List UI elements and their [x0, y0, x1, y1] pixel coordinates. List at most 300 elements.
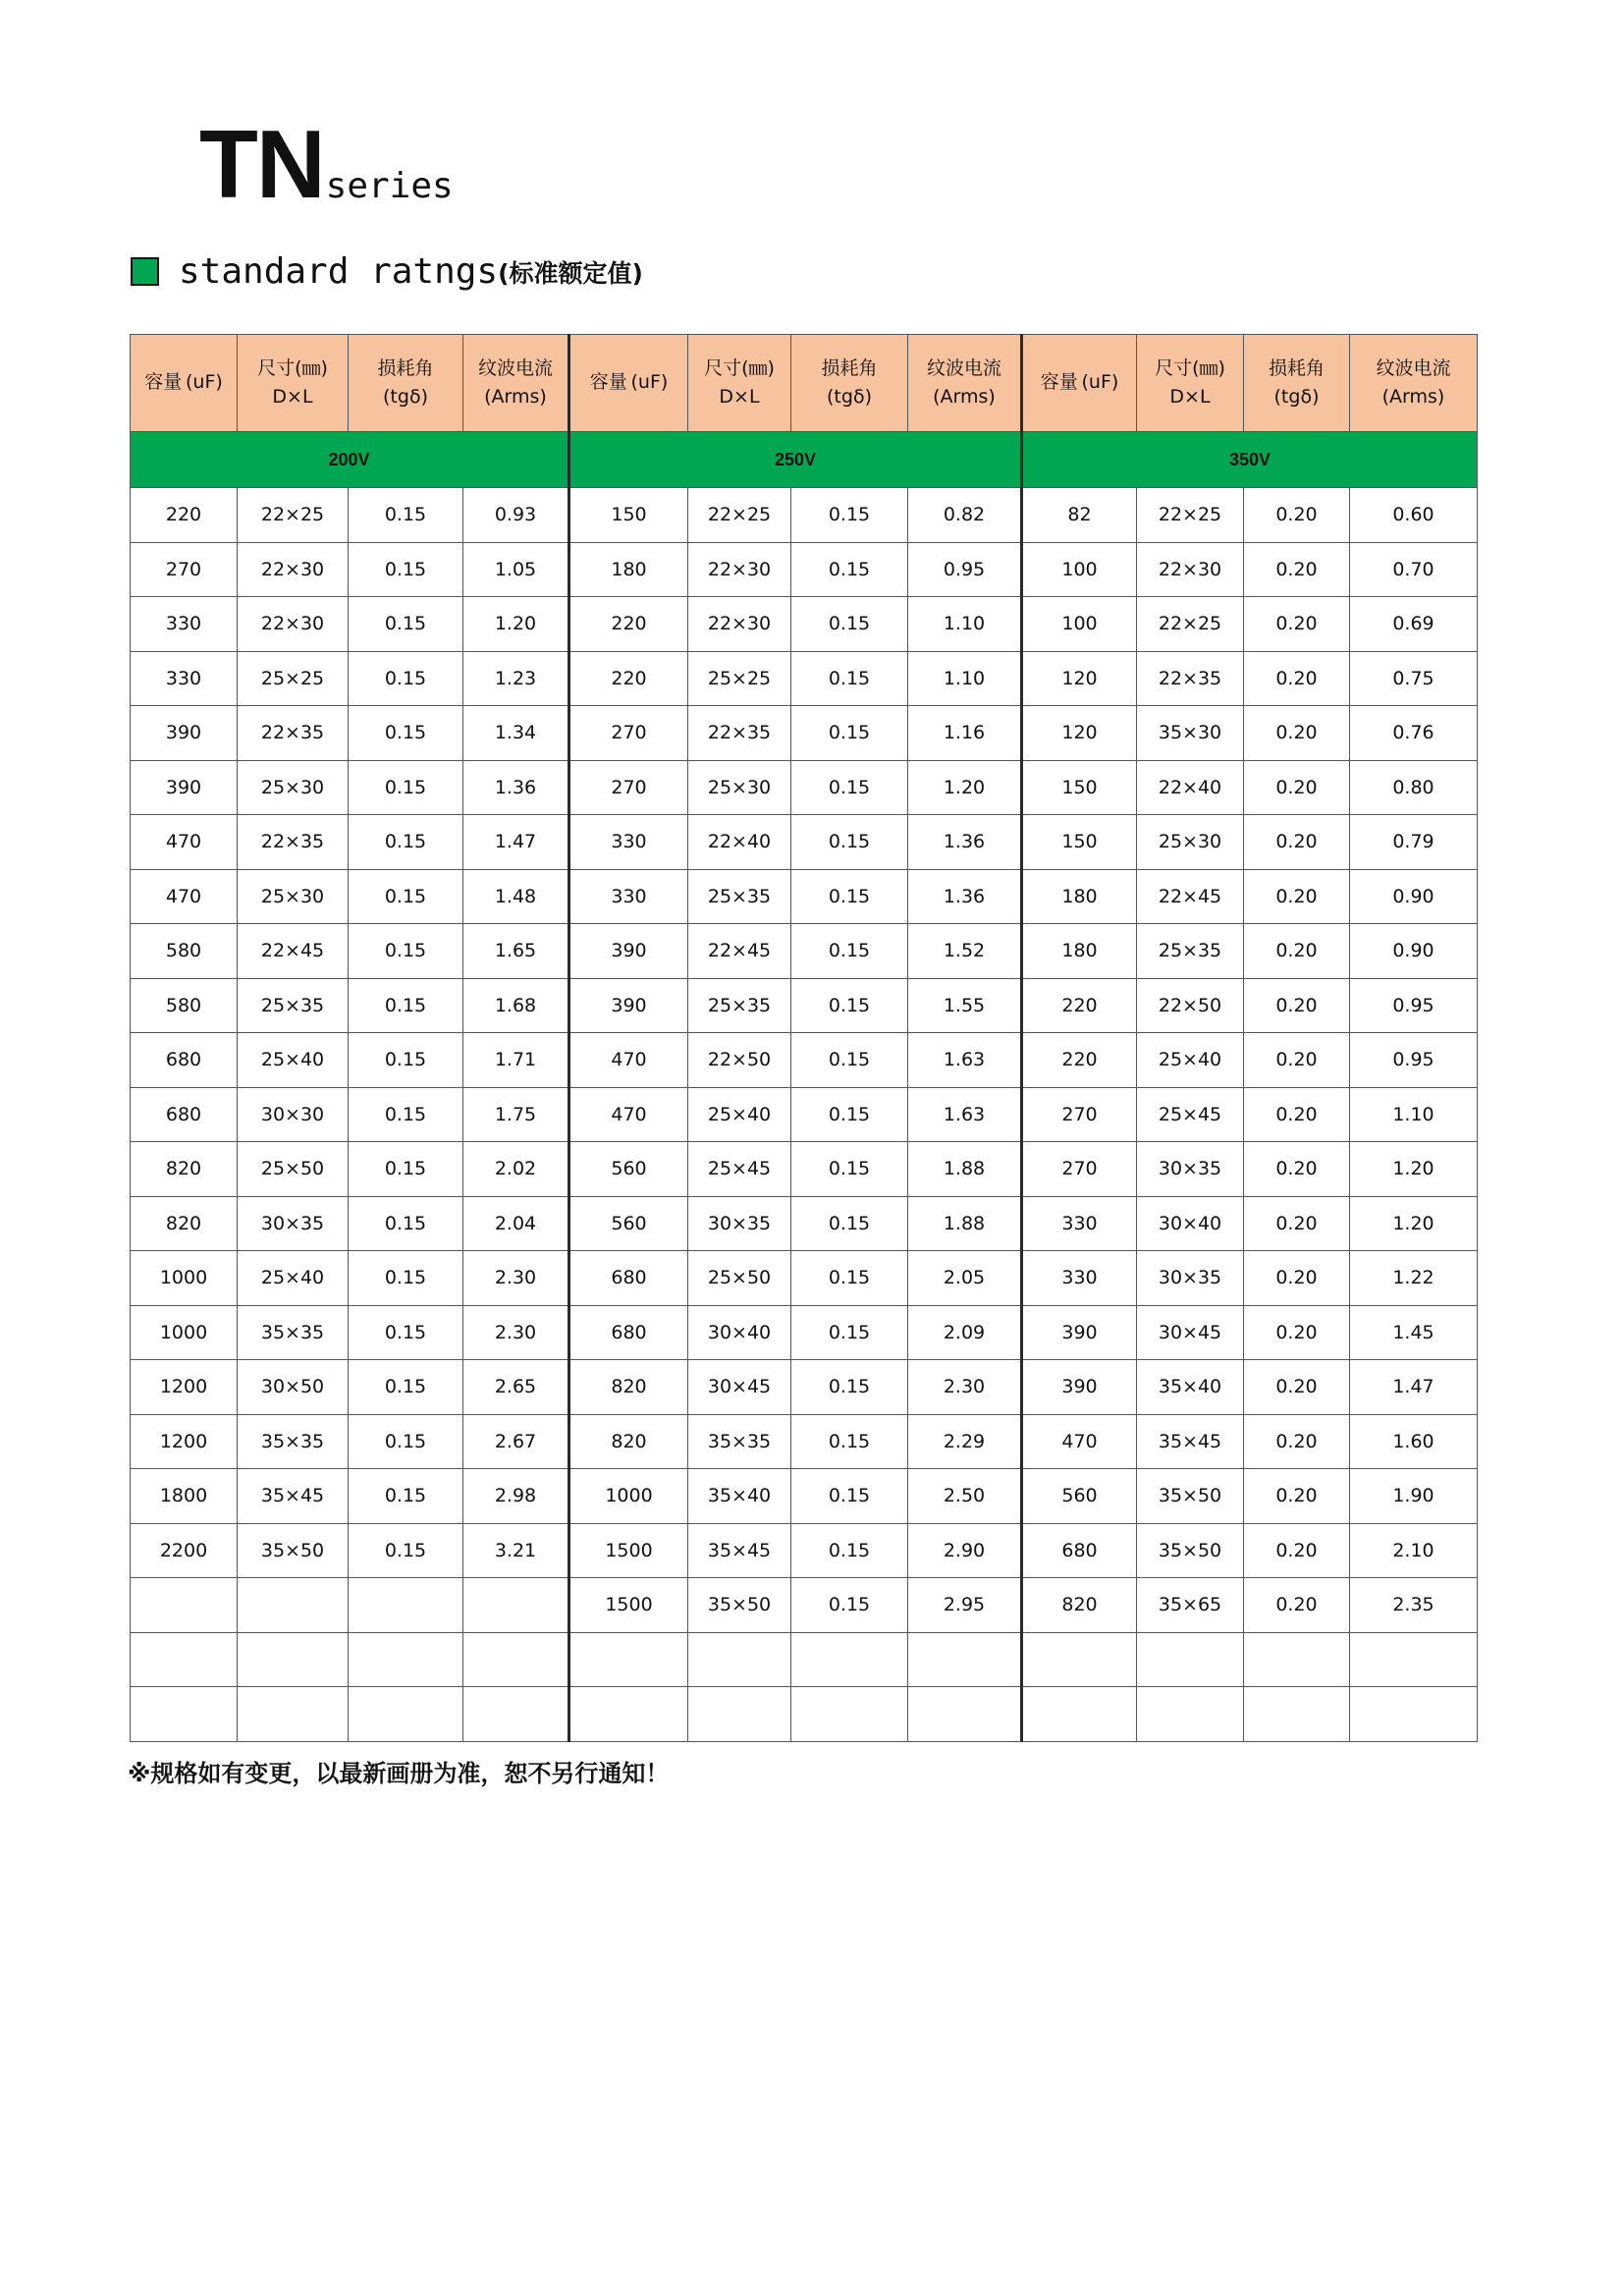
table-cell: 2.30 [463, 1251, 569, 1306]
table-cell: 120 [1022, 651, 1137, 706]
table-cell: 2.67 [463, 1414, 569, 1469]
table-row [131, 1632, 1478, 1687]
table-cell [131, 1578, 238, 1633]
table-row [131, 1469, 1478, 1524]
table-cell: 25×35 [688, 869, 791, 924]
table-cell: 0.15 [349, 1414, 463, 1469]
table-cell: 0.15 [349, 1196, 463, 1251]
table-cell: 270 [569, 760, 688, 815]
section-heading [131, 251, 643, 292]
table-cell: 2.04 [463, 1196, 569, 1251]
table-cell: 1500 [569, 1523, 688, 1578]
table-cell: 0.15 [349, 978, 463, 1033]
table-cell [791, 1632, 908, 1687]
table-cell: 25×30 [238, 869, 349, 924]
table-cell: 35×35 [238, 1305, 349, 1360]
table-cell: 390 [1022, 1305, 1137, 1360]
header-ripple: 纹波电流 (Arms) [908, 335, 1022, 432]
table-cell: 0.20 [1244, 488, 1350, 543]
table-cell: 0.15 [791, 978, 908, 1033]
table-cell: 0.15 [349, 924, 463, 979]
voltage-350v: 350V [1022, 432, 1478, 488]
table-cell: 1.75 [463, 1087, 569, 1142]
table-cell: 0.20 [1244, 978, 1350, 1033]
table-cell [1137, 1632, 1244, 1687]
table-cell: 0.15 [349, 706, 463, 761]
table-cell: 35×50 [238, 1523, 349, 1578]
table-cell: 330 [131, 651, 238, 706]
voltage-row [131, 432, 1478, 488]
series-name: TN [199, 110, 324, 218]
table-cell: 22×25 [238, 488, 349, 543]
table-cell: 35×65 [1137, 1578, 1244, 1633]
table-cell: 580 [131, 978, 238, 1033]
table-cell: 330 [1022, 1251, 1137, 1306]
table-cell: 0.75 [1350, 651, 1478, 706]
table-cell: 25×35 [688, 978, 791, 1033]
table-row [131, 1523, 1478, 1578]
table-cell: 0.15 [791, 651, 908, 706]
table-cell [238, 1687, 349, 1742]
table-cell: 470 [131, 815, 238, 870]
table-cell: 390 [569, 978, 688, 1033]
table-cell: 0.15 [791, 1469, 908, 1524]
table-cell: 0.15 [349, 815, 463, 870]
table-cell: 220 [1022, 978, 1137, 1033]
table-cell: 25×40 [1137, 1033, 1244, 1088]
table-cell: 25×30 [688, 760, 791, 815]
table-cell: 25×25 [238, 651, 349, 706]
table-cell: 1.16 [908, 706, 1022, 761]
table-cell: 560 [569, 1196, 688, 1251]
header-capacity: 容量 (uF) [569, 335, 688, 432]
table-cell: 0.20 [1244, 1087, 1350, 1142]
table-row [131, 760, 1478, 815]
table-cell: 25×50 [238, 1142, 349, 1197]
table-cell: 820 [569, 1360, 688, 1415]
table-cell: 0.20 [1244, 1578, 1350, 1633]
table-cell: 820 [569, 1414, 688, 1469]
table-cell: 25×35 [238, 978, 349, 1033]
table-cell: 0.20 [1244, 1469, 1350, 1524]
table-cell: 180 [1022, 924, 1137, 979]
table-cell: 30×30 [238, 1087, 349, 1142]
table-cell: 2.02 [463, 1142, 569, 1197]
table-cell: 0.15 [791, 1033, 908, 1088]
header-size: 尺寸(㎜) D×L [1137, 335, 1244, 432]
table-cell: 150 [1022, 760, 1137, 815]
table-row [131, 1251, 1478, 1306]
table-cell [131, 1632, 238, 1687]
table-cell: 2.35 [1350, 1578, 1478, 1633]
table-cell: 0.15 [791, 542, 908, 597]
table-cell: 0.20 [1244, 924, 1350, 979]
table-cell: 22×35 [238, 706, 349, 761]
table-cell: 2.95 [908, 1578, 1022, 1633]
table-cell: 30×35 [1137, 1251, 1244, 1306]
table-cell: 820 [1022, 1578, 1137, 1633]
table-cell: 0.15 [791, 1414, 908, 1469]
table-cell: 0.20 [1244, 706, 1350, 761]
table-cell [1244, 1687, 1350, 1742]
table-cell: 25×40 [238, 1251, 349, 1306]
table-cell: 270 [1022, 1142, 1137, 1197]
table-cell: 1500 [569, 1578, 688, 1633]
table-cell: 560 [1022, 1469, 1137, 1524]
table-cell: 1.23 [463, 651, 569, 706]
standard-ratings-table [130, 334, 1478, 1742]
table-cell: 0.20 [1244, 1142, 1350, 1197]
table-cell: 22×45 [238, 924, 349, 979]
table-cell: 0.15 [791, 597, 908, 652]
table-cell: 2200 [131, 1523, 238, 1578]
table-cell: 2.10 [1350, 1523, 1478, 1578]
table-row [131, 1578, 1478, 1633]
table-cell: 1.52 [908, 924, 1022, 979]
table-cell: 0.15 [791, 815, 908, 870]
header-capacity: 容量 (uF) [1022, 335, 1137, 432]
table-cell: 30×40 [688, 1305, 791, 1360]
header-capacity: 容量 (uF) [131, 335, 238, 432]
table-cell: 0.15 [349, 597, 463, 652]
table-cell: 0.15 [791, 1142, 908, 1197]
table-cell: 2.50 [908, 1469, 1022, 1524]
table-cell: 0.15 [791, 1578, 908, 1633]
table-cell: 2.65 [463, 1360, 569, 1415]
table-cell: 0.90 [1350, 869, 1478, 924]
table-cell: 22×25 [688, 488, 791, 543]
table-cell: 22×25 [1137, 597, 1244, 652]
table-cell: 22×35 [238, 815, 349, 870]
table-cell: 390 [131, 760, 238, 815]
table-cell: 1.65 [463, 924, 569, 979]
table-cell: 390 [131, 706, 238, 761]
table-cell [569, 1687, 688, 1742]
table-row [131, 815, 1478, 870]
table-cell: 680 [569, 1305, 688, 1360]
table-row [131, 1142, 1478, 1197]
table-cell: 35×45 [238, 1469, 349, 1524]
table-cell: 3.21 [463, 1523, 569, 1578]
table-cell: 1.90 [1350, 1469, 1478, 1524]
table-cell [1350, 1687, 1478, 1742]
table-cell: 1.63 [908, 1033, 1022, 1088]
table-cell: 35×45 [1137, 1414, 1244, 1469]
table-cell: 820 [131, 1142, 238, 1197]
table-cell: 0.93 [463, 488, 569, 543]
table-cell: 1200 [131, 1360, 238, 1415]
table-cell: 0.20 [1244, 1196, 1350, 1251]
table-cell: 0.15 [349, 1142, 463, 1197]
table-cell: 0.80 [1350, 760, 1478, 815]
table-cell: 0.20 [1244, 1360, 1350, 1415]
table-cell: 0.15 [349, 1469, 463, 1524]
table-cell: 22×45 [688, 924, 791, 979]
table-cell: 0.15 [791, 1087, 908, 1142]
table-cell: 1.20 [908, 760, 1022, 815]
voltage-250v: 250V [569, 432, 1022, 488]
table-cell: 1.36 [908, 815, 1022, 870]
table-cell: 1000 [131, 1305, 238, 1360]
table-cell [349, 1578, 463, 1633]
table-cell: 1.55 [908, 978, 1022, 1033]
table-cell: 1.47 [463, 815, 569, 870]
table-cell: 1.20 [463, 597, 569, 652]
table-cell: 0.15 [791, 760, 908, 815]
table-cell: 390 [1022, 1360, 1137, 1415]
table-cell: 25×35 [1137, 924, 1244, 979]
table-row [131, 1196, 1478, 1251]
table-cell: 0.15 [349, 542, 463, 597]
header-ripple: 纹波电流 (Arms) [1350, 335, 1478, 432]
table-row [131, 1305, 1478, 1360]
table-cell: 25×45 [1137, 1087, 1244, 1142]
table-cell: 0.20 [1244, 1414, 1350, 1469]
table-cell: 25×30 [1137, 815, 1244, 870]
table-cell: 0.95 [1350, 978, 1478, 1033]
table-cell [1350, 1632, 1478, 1687]
table-cell [1022, 1687, 1137, 1742]
table-cell: 1.88 [908, 1196, 1022, 1251]
table-cell: 0.15 [791, 1523, 908, 1578]
table-cell: 2.30 [908, 1360, 1022, 1415]
table-cell: 82 [1022, 488, 1137, 543]
table-cell [349, 1632, 463, 1687]
table-cell: 580 [131, 924, 238, 979]
table-cell: 270 [1022, 1087, 1137, 1142]
table-cell: 0.15 [349, 488, 463, 543]
table-cell: 0.15 [791, 1305, 908, 1360]
table-cell: 1.63 [908, 1087, 1022, 1142]
table-cell: 0.82 [908, 488, 1022, 543]
table-cell: 30×50 [238, 1360, 349, 1415]
table-cell: 150 [569, 488, 688, 543]
table-cell [463, 1578, 569, 1633]
table-cell: 1.48 [463, 869, 569, 924]
series-title [199, 110, 454, 218]
table-cell: 25×40 [688, 1087, 791, 1142]
table-row [131, 706, 1478, 761]
section-heading-en: standard ratngs [179, 251, 499, 292]
table-cell: 22×50 [1137, 978, 1244, 1033]
table-cell: 0.20 [1244, 1523, 1350, 1578]
table-cell: 30×35 [1137, 1142, 1244, 1197]
table-row [131, 488, 1478, 543]
table-cell: 2.98 [463, 1469, 569, 1524]
table-cell [1137, 1687, 1244, 1742]
table-cell: 2.09 [908, 1305, 1022, 1360]
table-cell [349, 1687, 463, 1742]
table-cell: 2.05 [908, 1251, 1022, 1306]
table-row [131, 542, 1478, 597]
table-cell: 0.95 [1350, 1033, 1478, 1088]
table-cell: 30×40 [1137, 1196, 1244, 1251]
table-cell: 1200 [131, 1414, 238, 1469]
disclaimer-note: ※规格如有变更，以最新画册为准，恕不另行通知！ [128, 1760, 670, 1787]
table-cell: 0.20 [1244, 1251, 1350, 1306]
table-cell: 22×50 [688, 1033, 791, 1088]
table-cell: 680 [131, 1087, 238, 1142]
table-cell: 220 [1022, 1033, 1137, 1088]
table-cell: 0.20 [1244, 815, 1350, 870]
table-cell: 1.34 [463, 706, 569, 761]
table-row [131, 651, 1478, 706]
table-cell: 30×35 [688, 1196, 791, 1251]
table-cell: 0.20 [1244, 597, 1350, 652]
table-row [131, 1033, 1478, 1088]
table-cell: 22×30 [1137, 542, 1244, 597]
series-suffix: series [325, 166, 454, 206]
header-size: 尺寸(㎜) D×L [238, 335, 349, 432]
table-cell: 22×25 [1137, 488, 1244, 543]
table-cell: 1.36 [908, 869, 1022, 924]
table-cell [131, 1687, 238, 1742]
table-cell: 25×50 [688, 1251, 791, 1306]
table-cell: 0.15 [349, 760, 463, 815]
table-cell: 270 [569, 706, 688, 761]
table-cell: 22×30 [688, 542, 791, 597]
table-cell: 0.70 [1350, 542, 1478, 597]
table-cell: 22×30 [238, 542, 349, 597]
table-row [131, 1360, 1478, 1415]
table-cell [791, 1687, 908, 1742]
table-cell [463, 1632, 569, 1687]
table-cell: 0.69 [1350, 597, 1478, 652]
table-cell: 120 [1022, 706, 1137, 761]
table-cell: 35×35 [238, 1414, 349, 1469]
table-cell: 1.22 [1350, 1251, 1478, 1306]
table-cell: 220 [569, 597, 688, 652]
table-cell: 25×40 [238, 1033, 349, 1088]
table-cell: 330 [569, 869, 688, 924]
table-cell: 22×30 [688, 597, 791, 652]
table-cell: 0.20 [1244, 760, 1350, 815]
table-cell: 0.15 [349, 869, 463, 924]
table-cell: 22×40 [688, 815, 791, 870]
table-cell: 1.68 [463, 978, 569, 1033]
table-cell: 1.88 [908, 1142, 1022, 1197]
table-cell: 0.76 [1350, 706, 1478, 761]
table-cell: 0.15 [791, 488, 908, 543]
table-cell: 35×50 [1137, 1523, 1244, 1578]
table-cell: 1.10 [908, 597, 1022, 652]
table-cell [908, 1632, 1022, 1687]
table-cell: 100 [1022, 597, 1137, 652]
table-cell: 2.29 [908, 1414, 1022, 1469]
table-cell: 30×45 [688, 1360, 791, 1415]
table-cell: 35×35 [688, 1414, 791, 1469]
table-cell: 0.15 [791, 924, 908, 979]
table-cell [238, 1578, 349, 1633]
table-cell: 0.15 [791, 869, 908, 924]
table-cell: 2.30 [463, 1305, 569, 1360]
table-cell: 0.95 [908, 542, 1022, 597]
table-cell: 0.15 [791, 1251, 908, 1306]
table-cell: 150 [1022, 815, 1137, 870]
table-cell: 1.36 [463, 760, 569, 815]
table-cell: 1.60 [1350, 1414, 1478, 1469]
table-cell: 22×35 [1137, 651, 1244, 706]
header-loss: 损耗角 (tgδ) [1244, 335, 1350, 432]
table-cell [1244, 1632, 1350, 1687]
table-cell: 560 [569, 1142, 688, 1197]
table-cell [688, 1687, 791, 1742]
table-cell: 1.20 [1350, 1196, 1478, 1251]
table-cell: 0.15 [791, 1360, 908, 1415]
table-cell: 1800 [131, 1469, 238, 1524]
table-cell: 0.15 [349, 1305, 463, 1360]
table-cell: 0.15 [791, 706, 908, 761]
table-cell: 0.15 [349, 1033, 463, 1088]
table-cell: 25×30 [238, 760, 349, 815]
table-cell: 220 [569, 651, 688, 706]
table-cell: 820 [131, 1196, 238, 1251]
table-cell: 0.20 [1244, 1033, 1350, 1088]
table-cell [688, 1632, 791, 1687]
table-cell: 470 [1022, 1414, 1137, 1469]
table-cell: 2.90 [908, 1523, 1022, 1578]
table-row [131, 924, 1478, 979]
table-cell: 0.90 [1350, 924, 1478, 979]
header-loss: 损耗角 (tgδ) [349, 335, 463, 432]
table-cell: 0.20 [1244, 869, 1350, 924]
table-cell: 35×50 [1137, 1469, 1244, 1524]
table-cell: 0.15 [349, 1360, 463, 1415]
table-cell: 30×35 [238, 1196, 349, 1251]
table-cell: 1.71 [463, 1033, 569, 1088]
table-cell [463, 1687, 569, 1742]
table-cell: 180 [1022, 869, 1137, 924]
green-square-icon [131, 257, 159, 286]
table-cell: 35×50 [688, 1578, 791, 1633]
table-cell: 30×45 [1137, 1305, 1244, 1360]
table-cell: 22×30 [238, 597, 349, 652]
table-cell: 680 [131, 1033, 238, 1088]
table-cell: 390 [569, 924, 688, 979]
table-cell: 220 [131, 488, 238, 543]
table-cell: 25×25 [688, 651, 791, 706]
table-cell: 1.10 [908, 651, 1022, 706]
table-cell: 35×30 [1137, 706, 1244, 761]
table-cell: 680 [1022, 1523, 1137, 1578]
header-size: 尺寸(㎜) D×L [688, 335, 791, 432]
table-cell: 0.15 [791, 1196, 908, 1251]
table-cell: 1.45 [1350, 1305, 1478, 1360]
table-cell: 22×35 [688, 706, 791, 761]
table-cell: 330 [569, 815, 688, 870]
table-row [131, 1087, 1478, 1142]
table-row [131, 597, 1478, 652]
table-cell: 180 [569, 542, 688, 597]
table-cell: 1.05 [463, 542, 569, 597]
table-cell: 470 [569, 1033, 688, 1088]
table-cell: 0.15 [349, 651, 463, 706]
table-cell: 35×40 [688, 1469, 791, 1524]
table-cell: 22×40 [1137, 760, 1244, 815]
table-cell: 270 [131, 542, 238, 597]
table-cell [238, 1632, 349, 1687]
table-cell: 470 [131, 869, 238, 924]
table-row [131, 869, 1478, 924]
table-cell: 25×45 [688, 1142, 791, 1197]
table-cell: 0.20 [1244, 542, 1350, 597]
header-ripple: 纹波电流 (Arms) [463, 335, 569, 432]
table-cell [1022, 1632, 1137, 1687]
table-cell: 1000 [131, 1251, 238, 1306]
table-cell: 1.20 [1350, 1142, 1478, 1197]
table-cell: 330 [1022, 1196, 1137, 1251]
table-cell [569, 1632, 688, 1687]
